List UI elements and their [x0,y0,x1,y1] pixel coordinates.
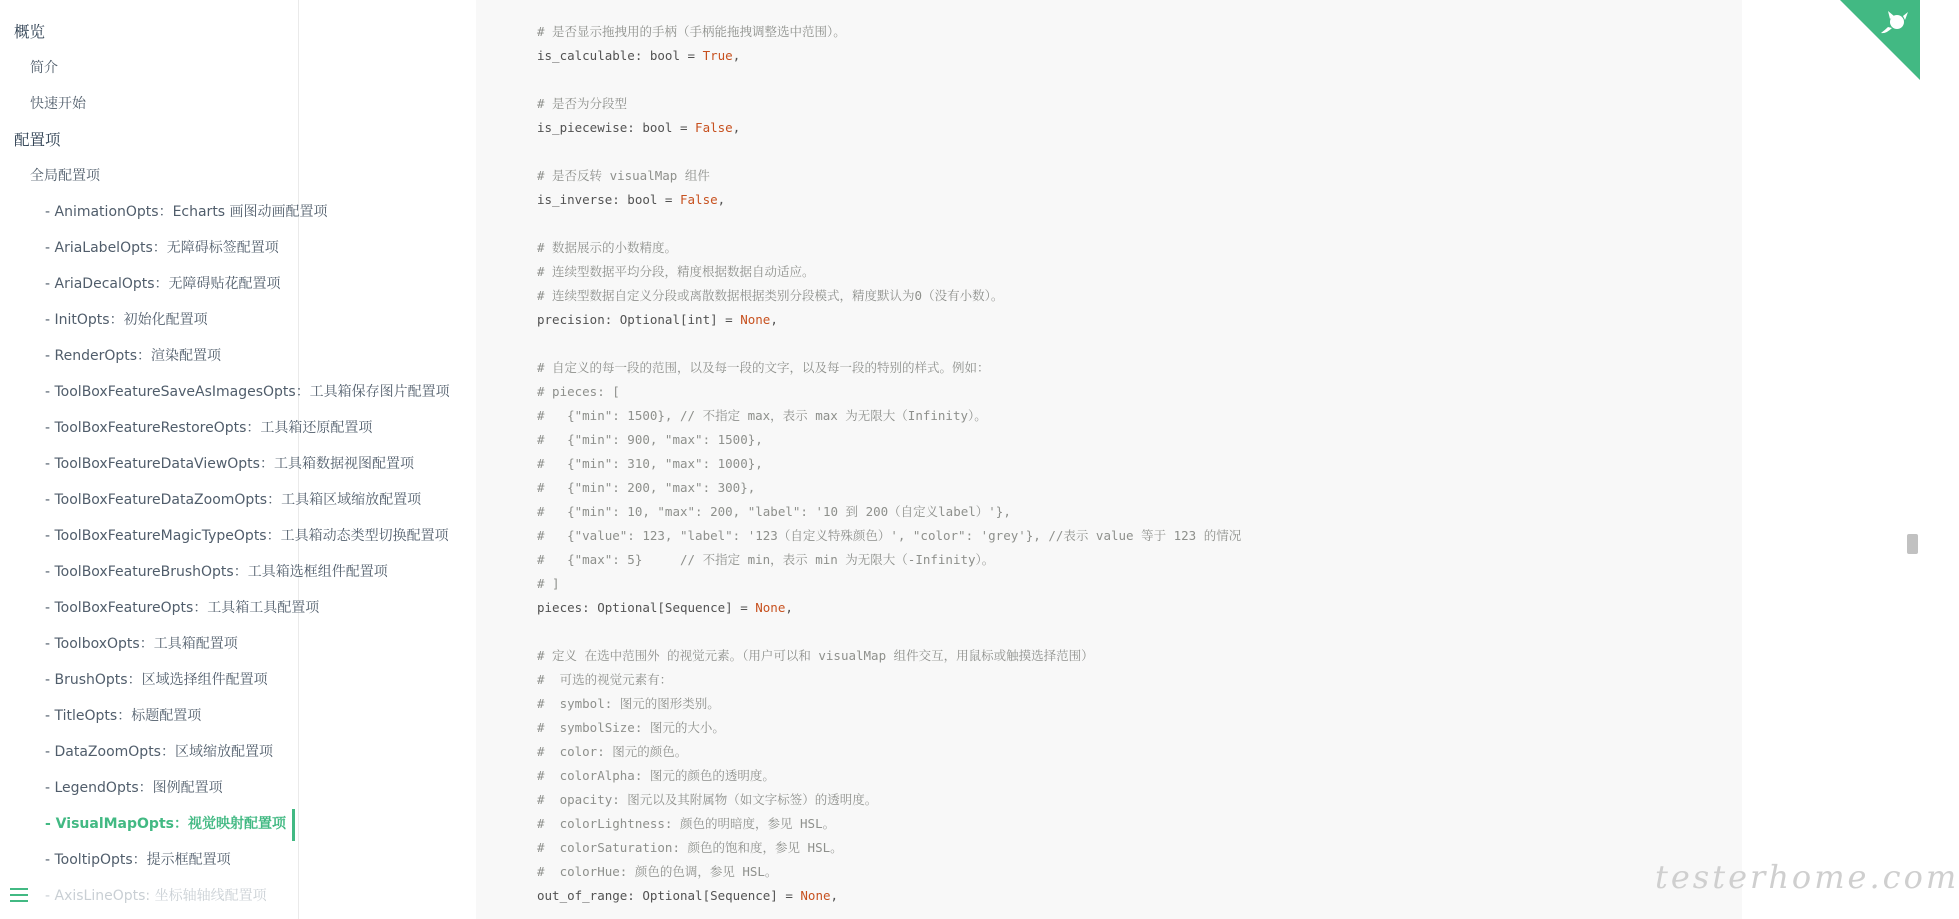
code-line [537,718,725,738]
code-line [537,670,672,690]
code-comment: # 是否显示拖拽用的手柄（手柄能拖拽调整选中范围）。 [537,24,846,39]
sidebar-item[interactable]: - InitOpts：初始化配置项 [45,312,208,328]
code-line [537,574,560,594]
code-line [537,766,775,786]
code-line [537,862,777,882]
active-indicator [292,809,295,841]
code-text: is_calculable: bool = [537,48,703,63]
watermark: testerhome.com [1655,858,1959,896]
sidebar-item[interactable]: - ToolBoxFeatureDataViewOpts：工具箱数据视图配置项 [45,456,414,472]
code-keyword: None [755,600,786,615]
sidebar-item[interactable]: 简介 [30,60,58,76]
code-line [537,22,846,42]
scrollbar-thumb[interactable] [1907,534,1918,554]
code-keyword: True [702,48,733,63]
sidebar-item[interactable]: 全局配置项 [30,168,100,184]
code-line [537,118,740,138]
code-line [537,382,620,402]
sidebar-item[interactable]: 快速开始 [30,96,86,112]
code-comment: # 数据展示的小数精度。 [537,240,678,255]
code-text: , [732,48,741,63]
code-comment: # symbolSize: 图元的大小。 [537,720,725,735]
page-scrollbar[interactable] [1906,0,1920,919]
code-comment: # colorSaturation: 颜色的饱和度，参见 HSL。 [537,840,843,855]
code-comment: # {"min": 310, "max": 1000}, [537,456,763,471]
code-comment: # 连续型数据平均分段，精度根据数据自动适应。 [537,264,815,279]
sidebar-item[interactable]: - ToolBoxFeatureBrushOpts：工具箱选框组件配置项 [45,564,388,580]
code-comment: # {"min": 1500}, // 不指定 max，表示 max 为无限大（Infinity）。 [537,408,987,423]
code-line [537,502,1011,522]
code-comment: # symbol: 图元的图形类别。 [537,696,720,711]
code-text: , [785,600,793,615]
code-text: , [732,120,741,135]
code-text: is_inverse: bool = [537,192,680,207]
code-line [537,814,835,834]
sidebar-item[interactable]: - AriaDecalOpts：无障碍贴花配置项 [45,276,281,292]
code-comment: # pieces: [ [537,384,620,399]
code-line [537,478,755,498]
sidebar [0,0,450,919]
code-text: out_of_range: Optional[Sequence] = [537,888,801,903]
sidebar-item[interactable]: - ToolBoxFeatureSaveAsImagesOpts：工具箱保存图片配置项 [45,384,450,400]
code-text: , [770,312,778,327]
code-line [537,838,843,858]
code-text: , [717,192,726,207]
code-line [537,238,677,258]
sidebar-item[interactable]: - ToolBoxFeatureOpts：工具箱工具配置项 [45,600,320,616]
code-line [537,94,627,114]
code-comment: # opacity: 图元以及其附属物（如文字标签）的透明度。 [537,792,878,807]
code-line [537,190,725,210]
code-line [537,790,877,810]
code-comment: # color: 图元的颜色。 [537,744,688,759]
code-line [537,310,778,330]
code-comment: # 可选的视觉元素有： [537,672,673,687]
sidebar-item[interactable]: - AriaLabelOpts：无障碍标签配置项 [45,240,279,256]
code-comment: # {"min": 900, "max": 1500}, [537,432,763,447]
sidebar-item[interactable]: - ToolBoxFeatureDataZoomOpts：工具箱区域缩放配置项 [45,492,422,508]
sidebar-item[interactable]: - ToolBoxFeatureRestoreOpts：工具箱还原配置项 [45,420,373,436]
code-comment: # {"max": 5} // 不指定 min，表示 min 为无限大（-Infinity）。 [537,552,995,567]
code-line [537,886,838,906]
code-comment: # {"value": 123, "label": '123（自定义特殊颜色）', "color": 'grey'}, //表示 value 等于 123 的情况 [537,528,1242,543]
code-comment: # ] [537,576,560,591]
hamburger-menu-icon[interactable] [10,888,28,902]
code-text: is_piecewise: bool = [537,120,696,135]
code-comment: # {"min": 10, "max": 200, "label": '10 到 200（自定义label）'}, [537,504,1011,519]
sidebar-item[interactable]: - ToolboxOpts：工具箱配置项 [45,636,238,652]
sidebar-item[interactable]: - VisualMapOpts：视觉映射配置项 [45,816,286,832]
sidebar-item[interactable]: - AnimationOpts：Echarts 画图动画配置项 [45,204,328,220]
code-keyword: False [680,192,718,207]
code-line [537,358,990,378]
sidebar-item[interactable]: - TooltipOpts：提示框配置项 [45,852,231,868]
sidebar-item[interactable]: - AxisLineOpts: 坐标轴轴线配置项 [45,888,267,904]
code-line [537,598,793,618]
code-keyword: None [740,312,771,327]
sidebar-item[interactable]: - TitleOpts：标题配置项 [45,708,202,724]
code-line [537,550,994,570]
code-text: pieces: Optional[Sequence] = [537,600,756,615]
code-line [537,454,763,474]
sidebar-item[interactable]: - RenderOpts：渲染配置项 [45,348,222,364]
code-line [537,742,687,762]
sidebar-item[interactable]: 配置项 [14,131,61,149]
code-line [537,694,720,714]
code-comment: # {"min": 200, "max": 300}, [537,480,756,495]
code-comment: # colorAlpha: 图元的颜色的透明度。 [537,768,775,783]
code-line [537,526,1241,546]
code-comment: # 是否为分段型 [537,96,628,111]
code-comment: # colorHue: 颜色的色调，参见 HSL。 [537,864,778,879]
sidebar-item[interactable]: 概览 [14,23,46,41]
code-line [537,430,763,450]
sidebar-item[interactable]: - LegendOpts：图例配置项 [45,780,223,796]
code-comment: # colorLightness: 颜色的明暗度，参见 HSL。 [537,816,836,831]
code-text: precision: Optional[int] = [537,312,741,327]
code-comment: # 连续型数据自定义分段或离散数据根据类别分段模式，精度默认为0（没有小数）。 [537,288,1004,303]
code-comment: # 定义 在选中范围外 的视觉元素。（用户可以和 visualMap 组件交互，用鼠标或触摸选择范围） [537,648,1094,663]
code-line [537,646,1094,666]
sidebar-item[interactable]: - BrushOpts：区域选择组件配置项 [45,672,268,688]
code-line [537,46,740,66]
code-line [537,262,815,282]
code-keyword: None [800,888,831,903]
code-line [537,406,987,426]
sidebar-item[interactable]: - ToolBoxFeatureMagicTypeOpts：工具箱动态类型切换配置项 [45,528,449,544]
code-line [537,166,710,186]
code-comment: # 自定义的每一段的范围，以及每一段的文字，以及每一段的特别的样式。例如： [537,360,990,375]
sidebar-item[interactable]: - DataZoomOpts：区域缩放配置项 [45,744,273,760]
code-line [537,286,1003,306]
code-text: , [830,888,839,903]
code-keyword: False [695,120,733,135]
code-comment: # 是否反转 visualMap 组件 [537,168,710,183]
